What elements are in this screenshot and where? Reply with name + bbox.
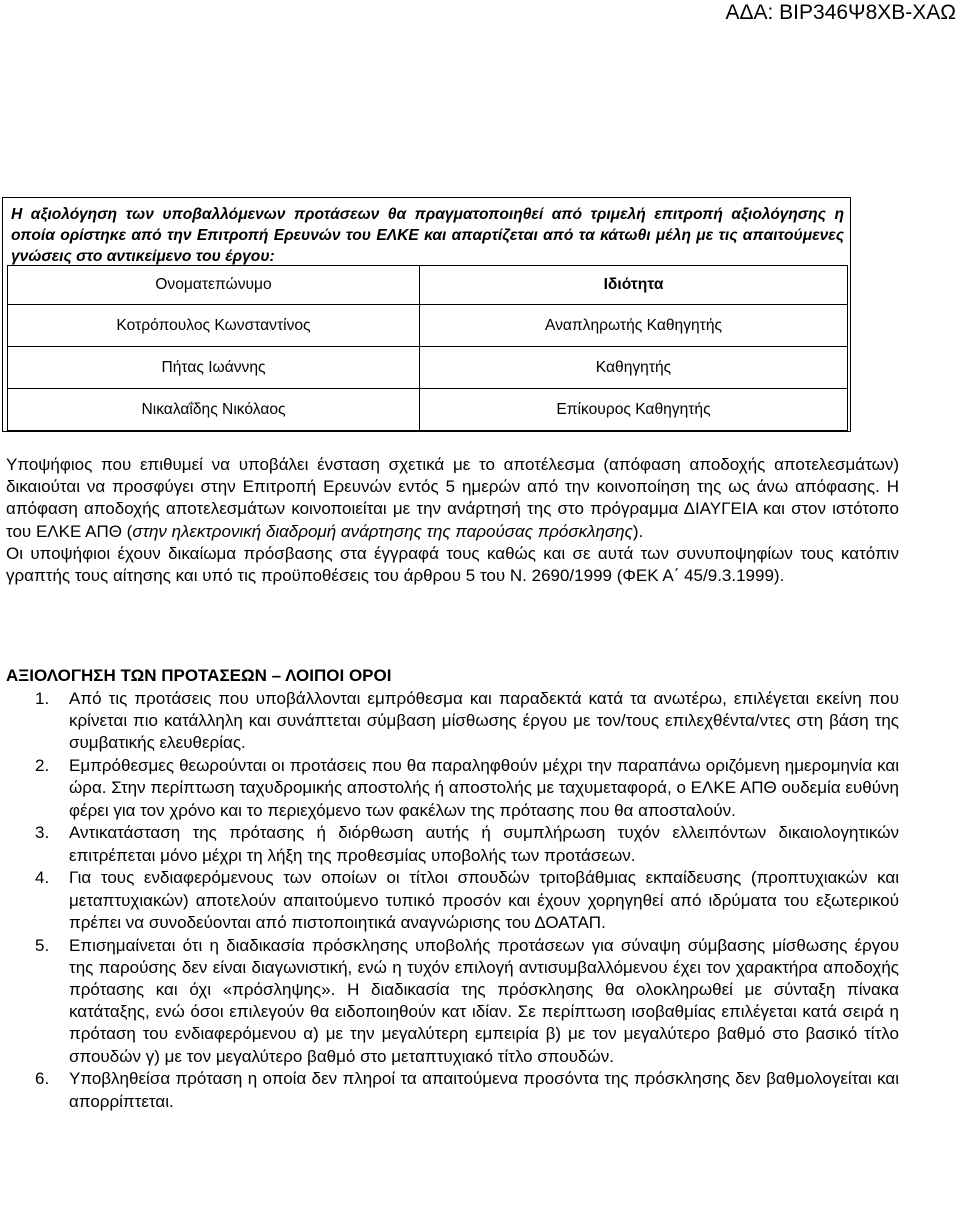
list-item-text: Αντικατάσταση της πρότασης ή διόρθωση αυτής ή συμπλήρωση τυχόν ελλειπόντων δικαιολογητικών επιτρέπεται μόνο μέχρι τη λήξη της προθεσμίας υποβολής των προτάσεων. (69, 823, 899, 865)
list-item-number: 3. (35, 823, 50, 843)
list-item (6, 935, 899, 1068)
list-item (6, 867, 899, 934)
list-item-text: Εμπρόθεσμες θεωρούνται οι προτάσεις που θα παραληφθούν μέχρι την παραπάνω οριζόμενη ημερομηνία και ώρα. Στην περίπτωση ταχυδρομικής αποστολής ή αποστολής με ταχυμεταφορά, ο ΕΛΚΕ ΑΠΘ ουδεμία ευθύνη φέρει για τον χρόνο και το περιεχόμενο των φακέλων της πρότασης που θα αποσταλούν. (69, 756, 899, 820)
list-item-number: 2. (35, 756, 50, 776)
objection-italic-text: στην ηλεκτρονική διαδρομή ανάρτησης της παρούσας πρόσκλησης (132, 521, 633, 541)
column-header-role: Ιδιότητα (420, 266, 848, 305)
list-item (6, 688, 899, 755)
list-item-number: 5. (35, 935, 50, 955)
table-row (8, 305, 848, 347)
committee-box (2, 197, 851, 432)
table-header-row (8, 266, 848, 305)
list-item (6, 755, 899, 822)
list-item-number: 6. (35, 1069, 50, 1089)
access-paragraph: Οι υποψήφιοι έχουν δικαίωμα πρόσβασης στα έγγραφά τους καθώς και σε αυτά των συνυποψηφίων τους κατόπιν γραπτής τους αίτησης και υπό τις προϋποθέσεις του άρθρου 5 του Ν. 2690/1999 (ΦΕΚ Α΄ 45/9.3.1999). (6, 543, 899, 586)
list-item-text: Υποβληθείσα πρόταση η οποία δεν πληροί τα απαιτούμενα προσόντα της πρόσκλησης δεν βαθμολογείται και απορρίπτεται. (69, 1069, 899, 1111)
member-name: Νικαλαΐδης Νικόλαος (8, 389, 420, 431)
ada-code: ΑΔΑ: ΒΙΡ346Ψ8ΧΒ-ΧΑΩ (725, 1, 956, 24)
column-header-name: Ονοματεπώνυμο (8, 266, 420, 305)
objection-paragraph (6, 454, 899, 543)
terms-heading: ΑΞΙΟΛΟΓΗΣΗ ΤΩΝ ΠΡΟΤΑΣΕΩΝ – ΛΟΙΠΟΙ ΟΡΟΙ (6, 666, 392, 685)
list-item-number: 1. (35, 689, 50, 708)
terms-list (6, 688, 899, 1113)
list-item-text: Επισημαίνεται ότι η διαδικασία πρόσκλησης υποβολής προτάσεων για σύναψη σύμβασης μίσθωσης έργου της παρούσης δεν είναι διαγωνιστική, ενώ η τυχόν επιλογή αντισυμβαλλόμενου έχει τον χαρακτήρα αποδοχής πρότασης και όχι «πρόσληψης». Η διαδικασία της πρόσκλησης θα ολοκληρωθεί με σύνταξη πίνακα κατάταξης, ενώ όσοι επιλεγούν θα ειδοποιηθούν κατ ιδίαν. Σε περίπτωση ισοβαθμίας επιλέγεται κατά σειρά η πρόταση του ενδιαφερόμενου α) με την μεγαλύτερη εμπειρία β) με τον μεγαλύτερο βαθμό στο βασικό τίτλο σπουδών γ) με τον μεγαλύτερο βαθμό στο μεταπτυχιακό τίτλο σπουδών. (69, 935, 899, 1066)
member-role: Επίκουρος Καθηγητής (420, 389, 848, 431)
list-item-number: 4. (35, 868, 50, 888)
committee-table (7, 265, 848, 431)
table-row (8, 347, 848, 389)
list-item (6, 822, 899, 866)
member-role: Καθηγητής (420, 347, 848, 389)
table-row (8, 389, 848, 431)
objection-section (6, 454, 899, 587)
objection-text-end: ). (632, 521, 644, 541)
list-item (6, 1068, 899, 1112)
member-role: Αναπληρωτής Καθηγητής (420, 305, 848, 347)
list-item-text: Για τους ενδιαφερόμενους των οποίων οι τίτλοι σπουδών τριτοβάθμιας εκπαίδευσης (προπτυχιακών και μεταπτυχιακών) αποτελούν απαιτούμενο τυπικό προσόν και έχουν χορηγηθεί από ιδρύματα του εξωτερικού πρέπει να συνοδεύονται από πιστοποιητικά αναγνώρισης του ΔΟΑΤΑΠ. (69, 868, 899, 932)
objection-text: Υποψήφιος που επιθυμεί να υποβάλει ένσταση σχετικά με το αποτέλεσμα (απόφαση αποδοχής αποτελεσμάτων) δικαιούται να προσφύγει στην Επιτροπή Ερευνών εντός 5 ημερών από την κοινοποίηση της ως άνω απόφασης. Η απόφαση αποδοχής αποτελεσμάτων κοινοποιείται με την ανάρτησή της στο πρόγραμμα ΔΙΑΥΓΕΙΑ και στον ιστότοπο του ΕΛΚΕ ΑΠΘ ( (6, 455, 899, 541)
member-name: Κοτρόπουλος Κωνσταντίνος (8, 305, 420, 347)
member-name: Πήτας Ιωάννης (8, 347, 420, 389)
list-item-text: Από τις προτάσεις που υποβάλλονται εμπρόθεσμα και παραδεκτά κατά τα ανωτέρω, επιλέγεται εκείνη που κρίνεται πιο κατάλληλη και συνάπτεται σύμβαση μίσθωσης έργου με τον/τους επιλεχθέντα/ντες στη βάση της συμβατικής ελευθερίας. (69, 689, 899, 753)
committee-intro: Η αξιολόγηση των υποβαλλόμενων προτάσεων θα πραγματοποιηθεί από τριμελή επιτροπή αξιολόγησης η οποία ορίστηκε από την Επιτροπή Ερευνών του ΕΛΚΕ και απαρτίζεται από τα κάτωθι μέλη με τις απαιτούμενες γνώσεις στο αντικείμενο του έργου: (11, 206, 844, 265)
